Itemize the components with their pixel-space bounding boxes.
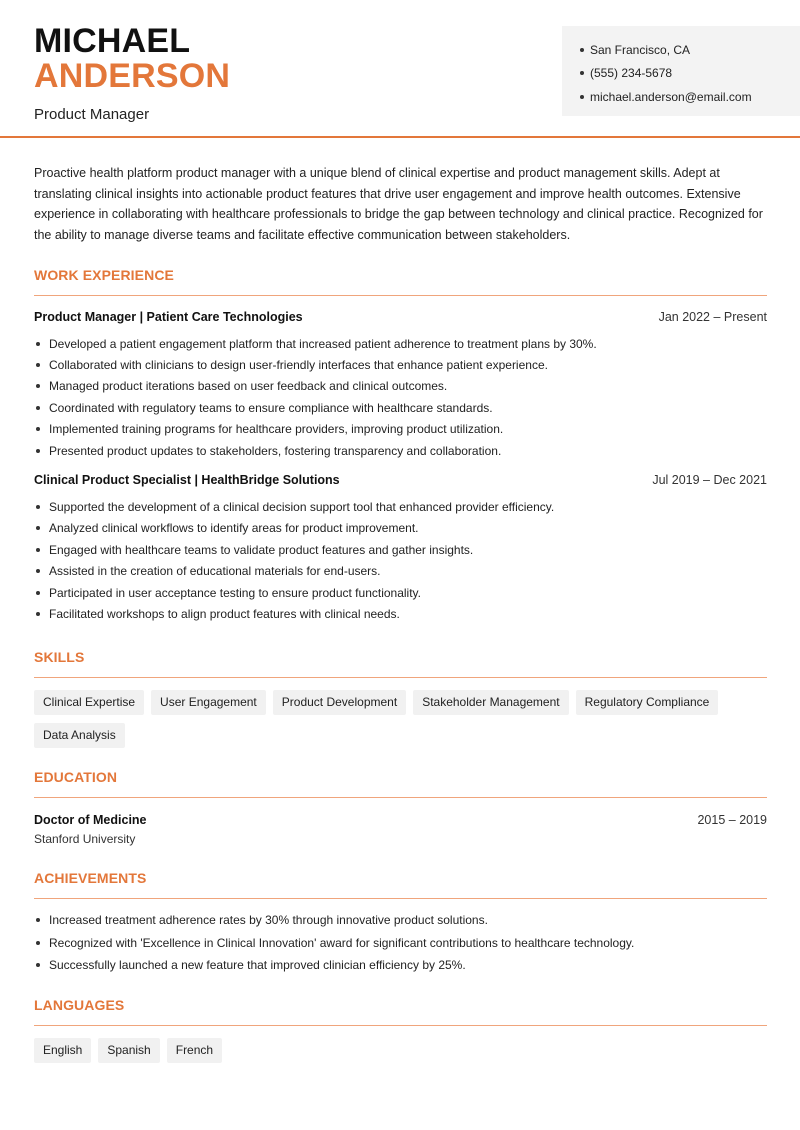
job-entry [34, 473, 767, 624]
list-item-text: Engaged with healthcare teams to validate product features and gather insights. [49, 542, 474, 557]
job-role: Product Manager | Patient Care Technologies [34, 310, 303, 324]
section-title-skills: SKILLS [34, 648, 767, 678]
profile-summary: Proactive health platform product manager with a unique blend of clinical expertise and product management skills. Adept at translating clinical insights into actionable product features that drive user engagement and improve health outcomes. Extensive experience in collaborating with healthcare professionals to bridge the gap between technology and clinical practice. Recognized for the ability to manage diverse teams and facilitate effective communication between stakeholders. [34, 166, 763, 242]
job-bullets [34, 333, 767, 461]
bullet-icon [580, 71, 584, 75]
bullet-icon [36, 941, 40, 945]
section-education [34, 768, 767, 846]
skill-tag: Product Development [273, 690, 406, 715]
job-header [34, 473, 767, 487]
list-item [34, 496, 767, 517]
language-tag: Spanish [98, 1038, 159, 1063]
bullet-icon [36, 963, 40, 967]
list-item [34, 954, 767, 977]
name-block [34, 24, 230, 123]
education-header [34, 813, 767, 827]
list-item-text: Analyzed clinical workflows to identify areas for product improvement. [49, 521, 419, 536]
list-item-text: Presented product updates to stakeholders, fostering transparency and collaboration. [49, 443, 502, 458]
skill-tag: Clinical Expertise [34, 690, 144, 715]
section-work-experience [34, 266, 767, 625]
job-dates: Jul 2019 – Dec 2021 [652, 473, 767, 488]
list-item-text: Managed product iterations based on user feedback and clinical outcomes. [49, 379, 448, 394]
contact-location [580, 38, 800, 62]
education-degree: Doctor of Medicine [34, 813, 147, 827]
list-item [34, 333, 767, 354]
section-title-work: WORK EXPERIENCE [34, 266, 767, 296]
language-tag: French [167, 1038, 222, 1063]
list-item-text: Facilitated workshops to align product features with clinical needs. [49, 606, 400, 621]
list-item-text: Developed a patient engagement platform that increased patient adherence to treatment plans by 30%. [49, 336, 597, 351]
list-item-text: Supported the development of a clinical decision support tool that enhanced provider efficiency. [49, 500, 555, 515]
resume-header [0, 0, 800, 138]
list-item [34, 582, 767, 603]
achievements-list [34, 909, 767, 977]
contact-box [562, 26, 800, 116]
list-item [34, 440, 767, 461]
skill-tag: Data Analysis [34, 723, 125, 748]
bullet-icon [36, 449, 40, 453]
bullet-icon [36, 427, 40, 431]
bullet-icon [580, 48, 584, 52]
bullet-icon [36, 406, 40, 410]
languages-list [34, 1038, 767, 1063]
list-item [34, 397, 767, 418]
education-dates: 2015 – 2019 [697, 813, 767, 827]
list-item [34, 603, 767, 624]
education-school: Stanford University [34, 832, 136, 846]
job-dates: Jan 2022 – Present [658, 310, 767, 324]
job-header [34, 310, 767, 324]
job-title: Product Manager [34, 106, 150, 123]
bullet-icon [36, 591, 40, 595]
skill-tag: User Engagement [151, 690, 266, 715]
bullet-icon [36, 505, 40, 509]
list-item [34, 419, 767, 440]
bullet-icon [36, 363, 40, 367]
list-item-text: Participated in user acceptance testing to ensure product functionality. [49, 585, 421, 600]
bullet-icon [36, 342, 40, 346]
first-name: MICHAEL [34, 22, 191, 60]
list-item-text: Recognized with 'Excellence in Clinical Innovation' award for significant contributions to healthcare technology. [49, 935, 635, 950]
bullet-icon [36, 612, 40, 616]
section-languages [34, 996, 767, 1063]
section-title-languages: LANGUAGES [34, 996, 767, 1026]
bullet-icon [36, 526, 40, 530]
contact-phone [580, 62, 800, 86]
list-item [34, 354, 767, 375]
job-role: Clinical Product Specialist | HealthBridge Solutions [34, 473, 340, 488]
bullet-icon [36, 548, 40, 552]
language-tag: English [34, 1038, 91, 1063]
last-name: ANDERSON [34, 57, 231, 95]
list-item [34, 909, 767, 932]
list-item [34, 518, 767, 539]
list-item-text: Coordinated with regulatory teams to ensure compliance with healthcare standards. [49, 400, 493, 415]
bullet-icon [580, 95, 584, 99]
contact-phone-text: (555) 234-5678 [590, 66, 673, 81]
list-item-text: Successfully launched a new feature that improved clinician efficiency by 25%. [49, 958, 466, 973]
skills-list [34, 690, 767, 748]
job-entry [34, 310, 767, 461]
list-item [34, 376, 767, 397]
section-title-achievements: ACHIEVEMENTS [34, 869, 767, 899]
list-item-text: Increased treatment adherence rates by 30% through innovative product solutions. [49, 913, 488, 928]
list-item-text: Implemented training programs for healthcare providers, improving product utilization. [49, 422, 504, 437]
list-item [34, 932, 767, 955]
section-skills [34, 648, 767, 748]
contact-location-text: San Francisco, CA [590, 42, 691, 57]
list-item-text: Assisted in the creation of educational materials for end-users. [49, 564, 381, 579]
contact-email [580, 85, 800, 109]
bullet-icon [36, 918, 40, 922]
list-item [34, 539, 767, 560]
skill-tag: Regulatory Compliance [576, 690, 719, 715]
section-achievements [34, 869, 767, 977]
job-bullets [34, 496, 767, 624]
contact-email-text: michael.anderson@email.com [590, 89, 752, 104]
skill-tag: Stakeholder Management [413, 690, 568, 715]
bullet-icon [36, 384, 40, 388]
list-item [34, 561, 767, 582]
section-title-education: EDUCATION [34, 768, 767, 798]
list-item-text: Collaborated with clinicians to design user-friendly interfaces that enhance patient experience. [49, 358, 548, 373]
bullet-icon [36, 569, 40, 573]
